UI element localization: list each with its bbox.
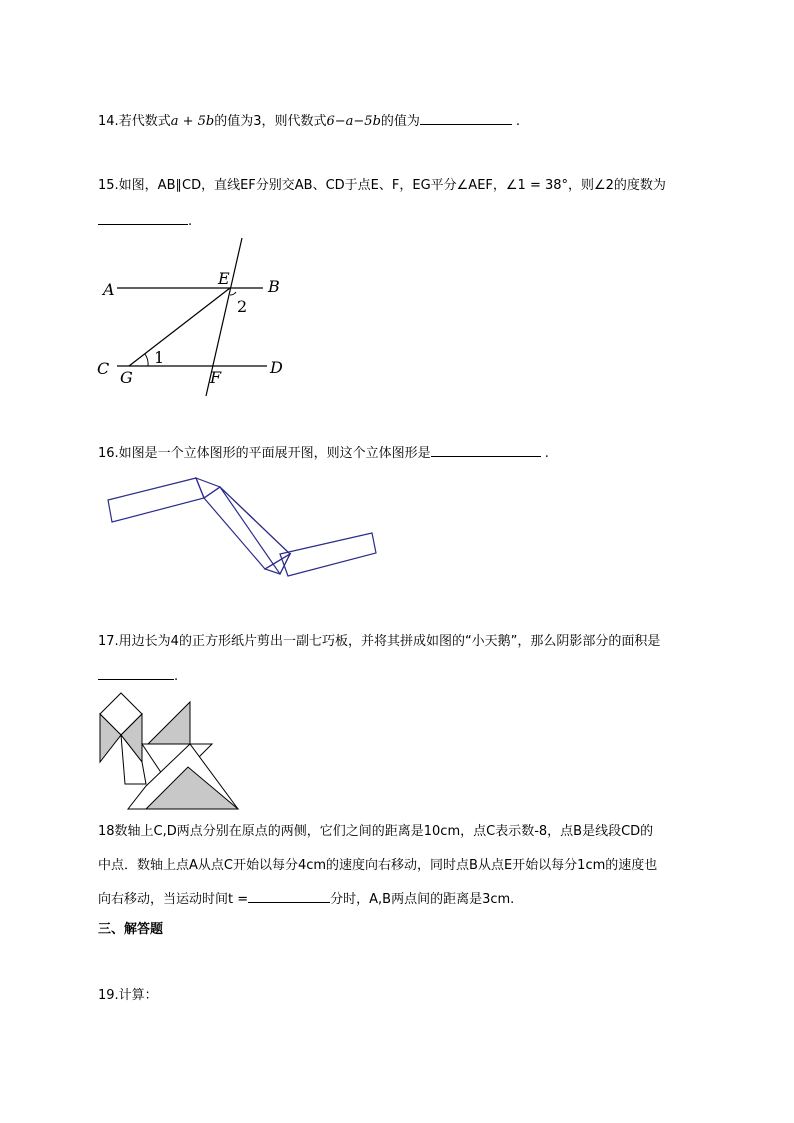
q17-answer-blank[interactable] bbox=[98, 665, 174, 680]
q14-text-3: 的值为 bbox=[380, 114, 420, 129]
q14-expression-2: 6−a−5b bbox=[326, 114, 381, 129]
net-right-rectangle bbox=[280, 533, 376, 576]
q17-end: . bbox=[174, 669, 179, 684]
net-middle-face bbox=[204, 487, 290, 569]
q18-text-3b: 分时，A,B两点间的距离是3cm. bbox=[330, 892, 515, 907]
question-19: 19.计算： bbox=[98, 988, 158, 1003]
q15-answer-line bbox=[98, 210, 192, 232]
label-angle-1: 1 bbox=[154, 348, 165, 367]
question-17 bbox=[98, 632, 660, 652]
question-15 bbox=[98, 176, 666, 196]
label-b: B bbox=[268, 277, 280, 296]
q17-text: 17.用边长为4的正方形纸片剪出一副七巧板，并将其拼成如图的“小天鹅”，那么阴影部分的面积是 bbox=[98, 634, 661, 649]
question-14 bbox=[98, 110, 520, 132]
q18-line-2 bbox=[98, 856, 657, 876]
q16-end: . bbox=[544, 446, 549, 461]
q18-text-3a: 向右移动，当运动时间t = bbox=[98, 892, 249, 907]
angle-2-arc bbox=[230, 292, 236, 295]
q14-text-2: 的值为3，则代数式 bbox=[214, 114, 327, 129]
q14-end: . bbox=[515, 114, 521, 129]
q14-answer-blank[interactable] bbox=[420, 110, 512, 125]
q15-text: 15.如图，AB∥CD，直线EF分别交AB、CD于点E、F，EG平分∠AEF，∠1 = 38°，则∠2的度数为 bbox=[98, 178, 666, 193]
line-eg bbox=[129, 288, 230, 366]
q17-answer-line bbox=[98, 665, 178, 687]
q18-line-1 bbox=[98, 822, 653, 842]
q18-text-2: 中点．数轴上点A从点C开始以每分4cm的速度向右移动，同时点B从点E开始以每分1cm的速度也 bbox=[98, 858, 658, 873]
q18-text-1: 18数轴上C,D两点分别在原点的两侧，它们之间的距离是10cm，点C表示数-8，点B是线段CD的 bbox=[98, 824, 654, 839]
q15-parallel-lines-figure bbox=[90, 232, 300, 402]
q15-end: . bbox=[188, 214, 193, 229]
q14-expression-1: a + 5b bbox=[170, 114, 215, 129]
label-angle-2: 2 bbox=[237, 297, 248, 316]
q18-line-3 bbox=[98, 888, 514, 910]
section-3-heading: 三、解答题 bbox=[98, 922, 164, 937]
q14-number: 14. bbox=[98, 114, 119, 129]
net-left-rectangle bbox=[108, 478, 204, 522]
label-a: A bbox=[103, 280, 115, 299]
label-d: D bbox=[270, 358, 283, 377]
label-c: C bbox=[97, 359, 110, 378]
label-g: G bbox=[120, 368, 133, 387]
label-e: E bbox=[218, 269, 230, 288]
q16-prism-net-figure bbox=[100, 470, 385, 585]
q17-tangram-swan-figure bbox=[92, 688, 244, 813]
q18-answer-blank[interactable] bbox=[248, 888, 330, 903]
question-16 bbox=[98, 442, 549, 464]
angle-1-arc bbox=[145, 354, 148, 366]
q16-text: 16.如图是一个立体图形的平面展开图，则这个立体图形是 bbox=[98, 446, 431, 461]
q16-answer-blank[interactable] bbox=[431, 442, 541, 457]
q14-text-1: 若代数式 bbox=[118, 114, 171, 129]
q15-answer-blank[interactable] bbox=[98, 210, 188, 225]
label-f: F bbox=[210, 368, 222, 387]
tangram-tail-shaded bbox=[148, 702, 190, 744]
